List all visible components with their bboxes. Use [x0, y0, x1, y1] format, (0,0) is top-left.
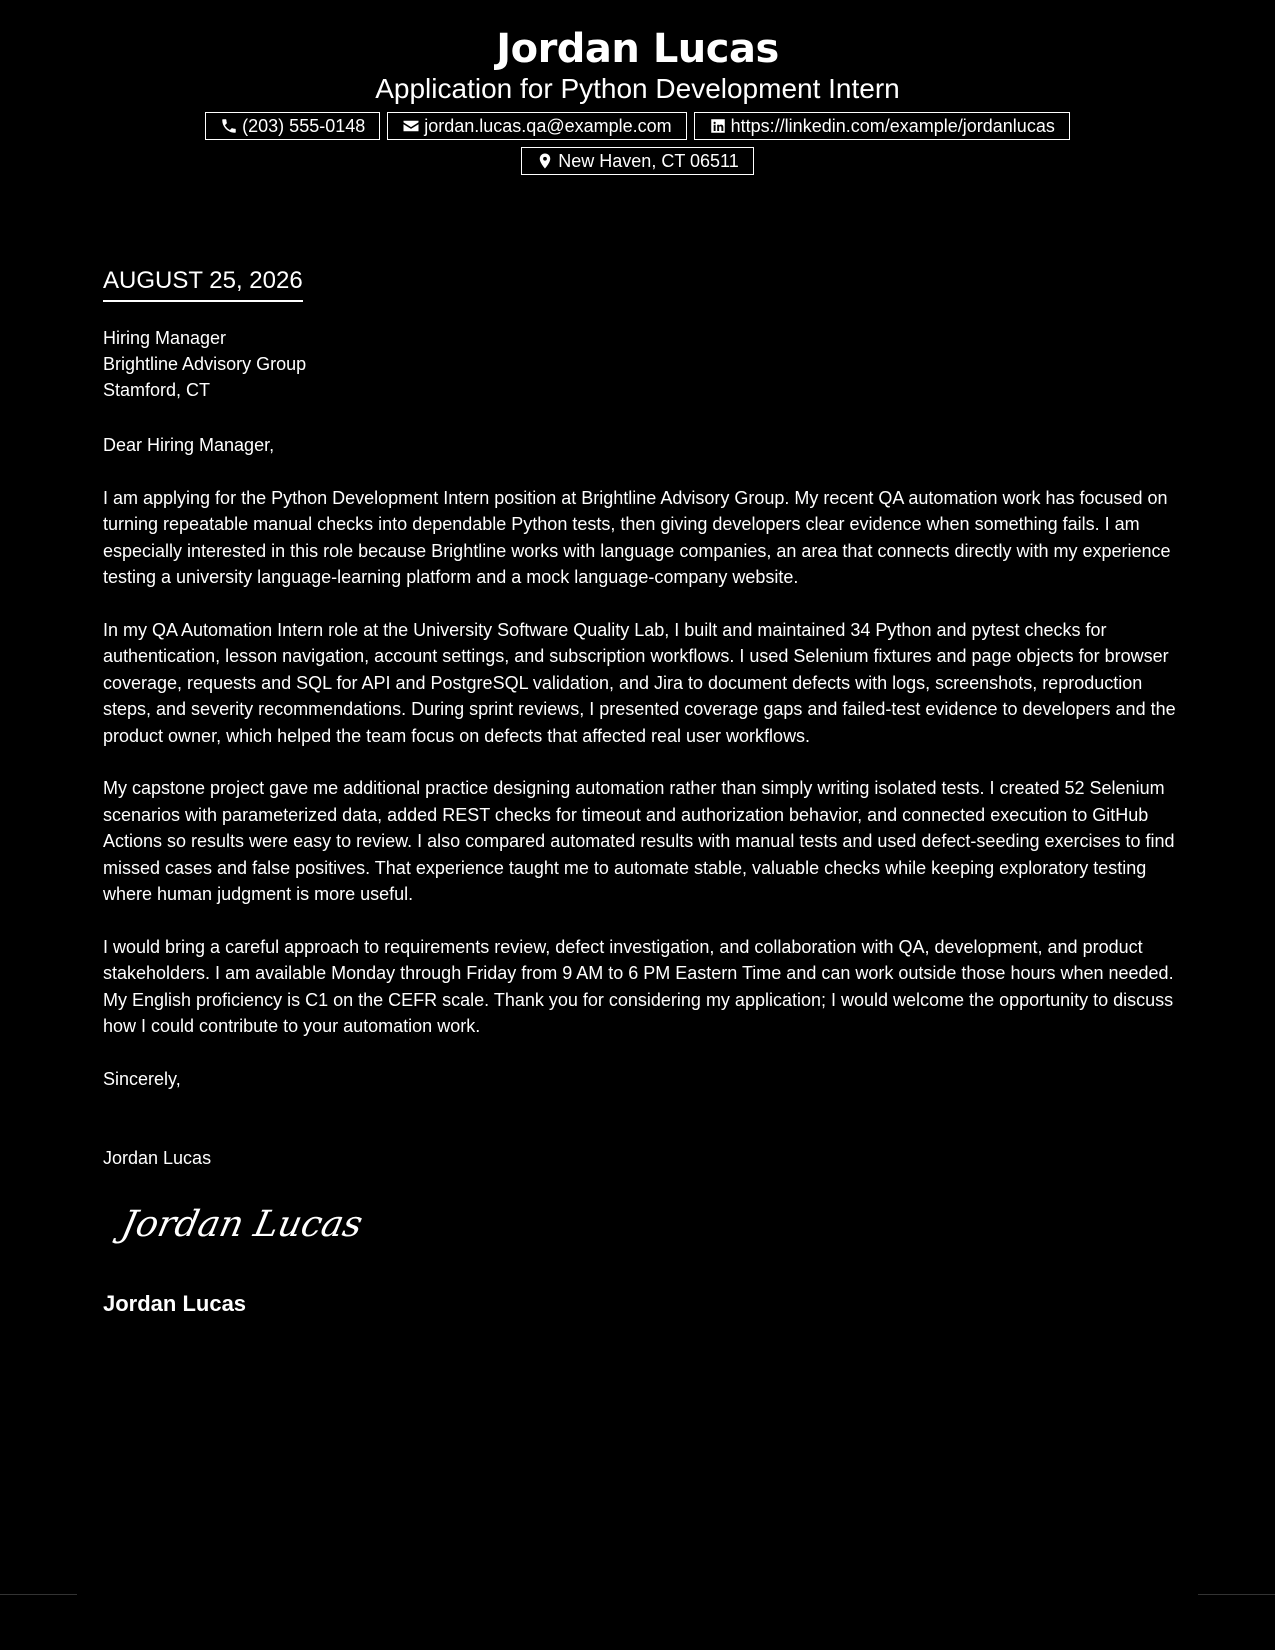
salutation: Dear Hiring Manager, [103, 435, 275, 455]
typed-name: Jordan Lucas [103, 1148, 212, 1168]
linkedin-icon [709, 117, 727, 135]
recipient-title: Hiring Manager [103, 328, 227, 348]
contact-phone[interactable] [205, 112, 380, 140]
contact-location-text: New Haven, CT 06511 [558, 150, 739, 171]
signer-name: Jordan Lucas [103, 1291, 247, 1316]
contact-linkedin-text: https://linkedin.com/example/jordanlucas [730, 115, 1055, 136]
contact-email[interactable] [387, 112, 686, 140]
paragraph-1: I am applying for the Python Development Intern position at Brightline Advisory Group. My recent QA automation work has focused on turning repeatable manual checks into dependable Python tests, then giving developers clear evidence when something fails. I am especially interested in this role because Brightline works with language companies, an area that connects directly with my experience testing a university language-learning platform and a mock language-company website. [103, 487, 1171, 587]
map-pin-icon [536, 152, 554, 170]
contact-phone-text: (203) 555-0148 [242, 115, 366, 136]
recipient-company: Brightline Advisory Group [103, 354, 307, 374]
paragraph-3: My capstone project gave me additional practice designing automation rather than simply writing isolated tests. I created 52 Selenium scenarios with parameterized data, added REST checks for timeout and authorization behavior, and connected execution to GitHub Actions so results were easy to review. I also compared automated results with manual tests and used defect-seeding exercises to find missed cases and false positives. That experience taught me to automate stable, valuable checks while keeping exploratory testing where human judgment is more useful. [103, 778, 1175, 904]
phone-icon [220, 117, 238, 135]
contact-email-text: jordan.lucas.qa@example.com [424, 115, 672, 136]
applicant-name: Jordan Lucas [496, 26, 779, 72]
envelope-icon [402, 117, 420, 135]
handwritten-signature: Jordan Lucas [117, 1204, 367, 1245]
letter-date: AUGUST 25, 2026 [103, 266, 303, 302]
paragraph-4: I would bring a careful approach to requirements review, defect investigation, and collaboration with QA, development, and product stakeholders. I am available Monday through Friday from 9 AM to 6 PM Eastern Time and can work outside those hours when needed. My English proficiency is C1 on the CEFR scale. Thank you for considering my application; I would welcome the opportunity to discuss how I could contribute to your automation work. [103, 936, 1174, 1036]
contact-location [521, 147, 753, 175]
footer-divider-left [0, 1594, 77, 1595]
letter-body [103, 432, 1178, 1066]
recipient-location: Stamford, CT [103, 380, 211, 400]
paragraph-2: In my QA Automation Intern role at the University Software Quality Lab, I built and maintained 34 Python and pytest checks for authentication, lesson navigation, account settings, and subscription workflows. I used Selenium fixtures and page objects for browser coverage, requests and SQL for API and PostgreSQL validation, and Jira to document defects with logs, screenshots, reproduction steps, and severity recommendations. During sprint reviews, I presented coverage gaps and failed-test evidence to developers and the product owner, which helped the team focus on defects that affected real user workflows. [103, 619, 1176, 746]
letter-header [0, 22, 1275, 175]
application-subtitle: Application for Python Development Intern [375, 73, 900, 104]
recipient-block [103, 325, 306, 403]
contact-list [168, 112, 1108, 175]
footer-divider-right [1198, 1594, 1275, 1595]
contact-linkedin[interactable] [694, 112, 1070, 140]
closing: Sincerely, [103, 1069, 181, 1089]
